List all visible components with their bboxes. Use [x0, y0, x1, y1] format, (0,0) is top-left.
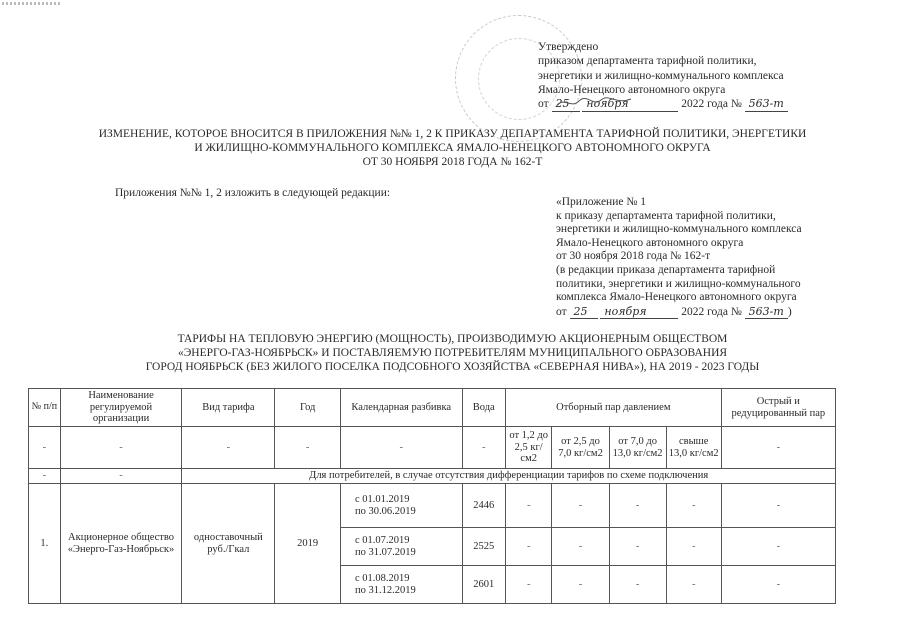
subheader-pressure-1: от 1,2 до 2,5 кг/см2: [505, 427, 552, 469]
appendix-line: (в редакции приказа департамента тарифной: [556, 263, 776, 276]
signature-scribble: [555, 95, 635, 109]
subheader-pressure-3: от 7,0 до 13,0 кг/см2: [609, 427, 666, 469]
intro-text: Приложения №№ 1, 2 изложить в следующей редакции:: [115, 187, 391, 199]
appendix-date-month: ноября: [600, 305, 678, 320]
tariffs-title-line: ТАРИФЫ НА ТЕПЛОВУЮ ЭНЕРГИЮ (МОЩНОСТЬ), ПРОИЗВОДИМУЮ АКЦИОНЕРНЫМ ОБЩЕСТВОМ: [177, 333, 728, 345]
header-selected-steam: Отборный пар давлением: [505, 389, 721, 427]
approval-date-day: 25: [552, 97, 580, 112]
subheader-dash: -: [182, 427, 275, 469]
row-water-value: 2446: [462, 484, 505, 528]
row-dash: -: [505, 566, 552, 604]
appendix-number-value: 563-т: [745, 305, 788, 320]
approval-date-prefix: от: [538, 98, 549, 111]
period-to: по 30.06.2019: [354, 505, 416, 517]
appendix-line: энергетики и жилищно-коммунального комплекса: [556, 223, 802, 236]
approval-line: Ямало-Ненецкого автономного округа: [538, 83, 726, 96]
approval-number-label: №: [730, 98, 742, 111]
row-dash: -: [609, 528, 666, 566]
appendix-date-line: [556, 305, 856, 320]
change-title-line: ИЗМЕНЕНИЕ, КОТОРОЕ ВНОСИТСЯ В ПРИЛОЖЕНИЯ №№ 1, 2 К ПРИКАЗУ ДЕПАРТАМЕНТА ТАРИФНОЙ ПОЛИТИКИ, ЭНЕРГЕТИКИ: [98, 128, 807, 140]
header-tariff-type: Вид тарифа: [182, 389, 275, 427]
row-dash: -: [552, 566, 609, 604]
row-year: 2019: [275, 484, 341, 604]
period-to: по 31.12.2019: [354, 584, 416, 596]
row-dash: -: [666, 484, 721, 528]
table-subheader-row: [29, 427, 836, 469]
row-period: [340, 528, 462, 566]
appendix-header: [556, 196, 856, 319]
row-dash: -: [721, 566, 835, 604]
section-row: [29, 469, 836, 484]
row-number: 1.: [29, 484, 61, 604]
row-period: [340, 484, 462, 528]
subheader-dash: -: [29, 427, 61, 469]
change-title-line: И ЖИЛИЩНО-КОММУНАЛЬНОГО КОМПЛЕКСА ЯМАЛО-НЕНЕЦКОГО АВТОНОМНОГО ОКРУГА: [194, 142, 711, 154]
appendix-line: комплекса Ямало-Ненецкого автономного округа: [556, 291, 797, 304]
row-dash: -: [721, 484, 835, 528]
row-dash: -: [505, 484, 552, 528]
header-calendar-breakdown: Календарная разбивка: [340, 389, 462, 427]
subheader-dash: -: [275, 427, 341, 469]
row-dash: -: [666, 528, 721, 566]
section-dash: -: [29, 469, 61, 484]
header-sharp-steam: Острый и редуцированный пар: [721, 389, 835, 427]
subheader-dash: -: [60, 427, 182, 469]
subheader-dash: -: [340, 427, 462, 469]
row-organization: Акционерное общество «Энерго-Газ-Ноябрьск»: [60, 484, 182, 604]
table-row: [29, 484, 836, 528]
subheader-dash: -: [462, 427, 505, 469]
row-dash: -: [552, 484, 609, 528]
appendix-line: политики, энергетики и жилищно-коммунального: [556, 277, 801, 290]
period-from: с 01.07.2019: [354, 534, 410, 546]
appendix-line: от 30 ноября 2018 года № 162-т: [556, 250, 711, 263]
row-water-value: 2601: [462, 566, 505, 604]
section-title: Для потребителей, в случае отсутствия дифференциации тарифов по схеме подключения: [182, 469, 836, 484]
approval-line: Утверждено: [538, 41, 599, 53]
row-dash: -: [609, 566, 666, 604]
scan-artifact: [2, 2, 62, 5]
appendix-line: к приказу департамента тарифной политики,: [556, 209, 776, 222]
approval-date-month: ноября: [582, 97, 678, 112]
header-number: № п/п: [29, 389, 61, 427]
appendix-number-label: №: [730, 305, 742, 318]
appendix-line: «Приложение № 1: [556, 196, 646, 208]
tariffs-title-line: «ЭНЕРГО-ГАЗ-НОЯБРЬСК» И ПОСТАВЛЯЕМУЮ ПОТРЕБИТЕЛЯМ МУНИЦИПАЛЬНОГО ОБРАЗОВАНИЯ: [177, 347, 728, 359]
row-water-value: 2525: [462, 528, 505, 566]
section-dash: -: [60, 469, 182, 484]
header-year: Год: [275, 389, 341, 427]
appendix-date-prefix: от: [556, 305, 567, 318]
tariffs-title-line: ГОРОД НОЯБРЬСК (БЕЗ ЖИЛОГО ПОСЕЛКА ПОДСОБНОГО ХОЗЯЙСТВА «СЕВЕРНАЯ НИВА»), НА 2019 - 2023 ГОДЫ: [145, 361, 760, 373]
row-dash: -: [505, 528, 552, 566]
approval-line: энергетики и жилищно-коммунального комплекса: [538, 69, 784, 82]
appendix-close-paren: ): [787, 305, 792, 318]
tariff-table: [28, 388, 836, 604]
row-dash: -: [721, 528, 835, 566]
appendix-line: Ямало-Ненецкого автономного округа: [556, 236, 744, 249]
subheader-dash: -: [721, 427, 835, 469]
row-dash: -: [609, 484, 666, 528]
period-from: с 01.01.2019: [354, 493, 410, 505]
period-from: с 01.08.2019: [354, 572, 410, 584]
header-water: Вода: [462, 389, 505, 427]
period-to: по 31.07.2019: [354, 546, 416, 558]
appendix-date-day: 25: [570, 305, 598, 320]
approval-number-value: 563-т: [745, 97, 788, 112]
row-dash: -: [666, 566, 721, 604]
change-title-line: ОТ 30 НОЯБРЯ 2018 ГОДА № 162-Т: [362, 156, 543, 168]
row-dash: -: [552, 528, 609, 566]
row-tariff-type: одноставочный руб./Гкал: [182, 484, 275, 604]
approval-date-year: 2022 года: [681, 98, 728, 111]
subheader-pressure-4: свыше 13,0 кг/см2: [666, 427, 721, 469]
appendix-date-year: 2022 года: [681, 305, 728, 318]
header-organization: Наименование регулируемой организации: [60, 389, 182, 427]
tariffs-title: [40, 332, 865, 374]
subheader-pressure-2: от 2,5 до 7,0 кг/см2: [552, 427, 609, 469]
approval-line: приказом департамента тарифной политики,: [538, 55, 757, 68]
table-header-row: [29, 389, 836, 427]
change-title: [40, 127, 865, 169]
row-period: [340, 566, 462, 604]
